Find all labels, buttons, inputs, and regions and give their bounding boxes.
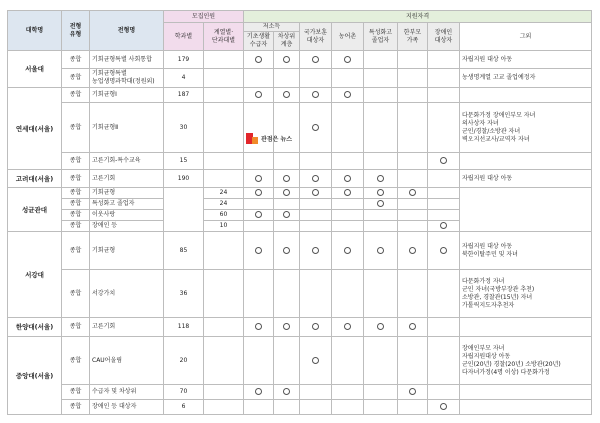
admission-type: 종합 [62, 337, 90, 385]
qualification-cell [244, 103, 274, 153]
qualification-cell [428, 153, 460, 170]
qualification-cell [428, 270, 460, 318]
qualification-cell [274, 103, 300, 153]
quota-total: 187 [164, 88, 204, 103]
qualification-cell [244, 232, 274, 270]
qualification-cell [364, 337, 398, 385]
qualification-cell [300, 103, 332, 153]
table-row [8, 337, 592, 385]
university-name: 중앙대(서울) [8, 337, 62, 415]
admission-type: 종합 [62, 318, 90, 337]
circle-mark-icon [283, 247, 290, 254]
university-name: 서울대 [8, 51, 62, 88]
circle-mark-icon [377, 323, 384, 330]
qualification-cell [398, 51, 428, 69]
qualification-cell [364, 103, 398, 153]
qualification-cell [332, 170, 364, 188]
quota-total: 6 [164, 400, 204, 415]
qualification-cell [332, 188, 364, 199]
circle-mark-icon [377, 247, 384, 254]
qualification-cell [300, 337, 332, 385]
qualification-cell [332, 103, 364, 153]
qualification-cell [428, 88, 460, 103]
quota-major [204, 88, 244, 103]
qualification-cell [300, 88, 332, 103]
admission-table [7, 10, 592, 415]
circle-mark-icon [283, 56, 290, 63]
admission-type: 종합 [62, 210, 90, 221]
qualification-cell [428, 170, 460, 188]
admission-type: 종합 [62, 221, 90, 232]
qualification-cell [428, 210, 460, 221]
qualification-cell [300, 188, 332, 199]
watermark-text: 관점은 뉴스 [261, 136, 293, 143]
qualification-cell [274, 153, 300, 170]
table-row [8, 88, 592, 103]
circle-mark-icon [312, 56, 319, 63]
qualification-cell [332, 337, 364, 385]
circle-mark-icon [344, 247, 351, 254]
table-row [8, 103, 592, 153]
circle-mark-icon [440, 222, 447, 229]
qualification-cell [398, 270, 428, 318]
admission-name: 고른기회-특수교육 [90, 153, 164, 170]
circle-mark-icon [283, 211, 290, 218]
qualification-cell [300, 170, 332, 188]
admission-name: 서강가치 [90, 270, 164, 318]
qualification-cell [244, 69, 274, 88]
logo-icon [246, 133, 258, 144]
qualification-cell [398, 199, 428, 210]
qualification-cell [364, 188, 398, 199]
admission-name: 기회균형Ⅰ [90, 88, 164, 103]
qualification-cell [274, 188, 300, 199]
qualification-cell [332, 232, 364, 270]
circle-mark-icon [377, 200, 384, 207]
qualification-cell [364, 232, 398, 270]
qualification-cell [300, 153, 332, 170]
qualification-cell [398, 210, 428, 221]
qualification-cell [300, 318, 332, 337]
admission-type: 종합 [62, 199, 90, 210]
qualification-cell [300, 199, 332, 210]
header-admission: 전형명 [90, 11, 164, 51]
qualification-cell [300, 385, 332, 400]
header-rural: 농어촌 [332, 23, 364, 51]
circle-mark-icon [312, 357, 319, 364]
header-university: 대학명 [8, 11, 62, 51]
admission-type: 종합 [62, 188, 90, 199]
qualification-cell [274, 199, 300, 210]
admission-name: CAU어울림 [90, 337, 164, 385]
admission-type: 종합 [62, 153, 90, 170]
qualification-cell [364, 51, 398, 69]
qualification-cell [332, 318, 364, 337]
header-single-parent: 한부모 가족 [398, 23, 428, 51]
qualification-cell [364, 170, 398, 188]
qualification-cell [364, 88, 398, 103]
qualification-cell [398, 188, 428, 199]
circle-mark-icon [283, 175, 290, 182]
qualification-cell [364, 385, 398, 400]
qualification-cell [398, 221, 428, 232]
qualification-cell [244, 221, 274, 232]
quota-major [204, 153, 244, 170]
qualification-cell [244, 188, 274, 199]
qualification-cell [244, 210, 274, 221]
qualification-cell [428, 385, 460, 400]
table-row [8, 400, 592, 415]
admission-name: 특성화고 졸업자 [90, 199, 164, 210]
qualification-cell [332, 270, 364, 318]
quota-major [204, 170, 244, 188]
other-qualification [460, 153, 592, 170]
admission-name: 기회균형 [90, 188, 164, 199]
qualification-cell [332, 385, 364, 400]
table-row [8, 69, 592, 88]
qualification-cell [398, 69, 428, 88]
header-qualification: 지원자격 [244, 11, 592, 23]
qualification-cell [244, 337, 274, 385]
quota-total: 20 [164, 337, 204, 385]
admission-type: 종합 [62, 232, 90, 270]
qualification-cell [274, 51, 300, 69]
quota-major: 24 [204, 199, 244, 210]
qualification-cell [300, 221, 332, 232]
qualification-cell [398, 103, 428, 153]
qualification-cell [300, 400, 332, 415]
qualification-cell [244, 199, 274, 210]
circle-mark-icon [255, 388, 262, 395]
qualification-cell [300, 69, 332, 88]
qualification-cell [364, 69, 398, 88]
header-quota-major: 계열별· 단과대별 [204, 23, 244, 51]
circle-mark-icon [255, 211, 262, 218]
circle-mark-icon [409, 247, 416, 254]
qualification-cell [428, 400, 460, 415]
circle-mark-icon [344, 323, 351, 330]
other-qualification: 다문화가정 장애인부모 자녀 의사상자 자녀 군인/경찰/소방관 자녀 벽오지선교사/교역자 자녀 [460, 103, 592, 153]
other-qualification: 다문화가정 자녀 군인 자녀(국방부장관 추천) 소방관, 경찰관(15년) 자녀 가톨릭지도자추천자 [460, 270, 592, 318]
qualification-cell [364, 199, 398, 210]
qualification-cell [300, 210, 332, 221]
quota-major: 60 [204, 210, 244, 221]
qualification-cell [428, 221, 460, 232]
qualification-cell [428, 318, 460, 337]
qualification-cell [364, 210, 398, 221]
circle-mark-icon [283, 91, 290, 98]
other-qualification: 농생명계열 고교 졸업예정자 [460, 69, 592, 88]
circle-mark-icon [312, 175, 319, 182]
admission-name: 수급자 및 차상위 [90, 385, 164, 400]
qualification-cell [332, 210, 364, 221]
quota-major [204, 232, 244, 270]
admission-name: 이웃사랑 [90, 210, 164, 221]
header-low-income: 저소득 [244, 23, 300, 32]
qualification-cell [364, 270, 398, 318]
circle-mark-icon [344, 56, 351, 63]
qualification-cell [244, 385, 274, 400]
quota-major [204, 318, 244, 337]
circle-mark-icon [440, 157, 447, 164]
qualification-cell [398, 400, 428, 415]
qualification-cell [364, 153, 398, 170]
header-quota: 모집인원 [164, 11, 244, 23]
quota-total: 70 [164, 385, 204, 400]
table-row [8, 385, 592, 400]
admission-name: 기회균형Ⅱ [90, 103, 164, 153]
admission-name: 장애인 등 [90, 221, 164, 232]
circle-mark-icon [255, 323, 262, 330]
qualification-cell [398, 318, 428, 337]
header-veterans: 국가보훈 대상자 [300, 23, 332, 51]
qualification-cell [274, 221, 300, 232]
quota-major [204, 69, 244, 88]
watermark-logo [246, 133, 292, 144]
circle-mark-icon [344, 91, 351, 98]
qualification-cell [274, 170, 300, 188]
header-type: 전형 유형 [62, 11, 90, 51]
admission-type: 종합 [62, 88, 90, 103]
qualification-cell [274, 270, 300, 318]
table-row [8, 51, 592, 69]
other-qualification [460, 188, 592, 232]
quota-total: 36 [164, 270, 204, 318]
qualification-cell [428, 51, 460, 69]
header-disabled: 장애인 대상자 [428, 23, 460, 51]
qualification-cell [274, 232, 300, 270]
qualification-cell [332, 199, 364, 210]
qualification-cell [428, 103, 460, 153]
university-name: 한양대(서울) [8, 318, 62, 337]
qualification-cell [274, 400, 300, 415]
circle-mark-icon [377, 175, 384, 182]
circle-mark-icon [283, 323, 290, 330]
quota-total [164, 188, 204, 232]
admission-type: 종합 [62, 270, 90, 318]
header-other: 그외 [460, 23, 592, 51]
qualification-cell [332, 51, 364, 69]
university-name: 연세대(서울) [8, 88, 62, 170]
qualification-cell [428, 337, 460, 385]
other-qualification: 자립지원 대상 아동 [460, 51, 592, 69]
circle-mark-icon [312, 323, 319, 330]
quota-major [204, 337, 244, 385]
quota-major: 10 [204, 221, 244, 232]
circle-mark-icon [283, 388, 290, 395]
quota-major [204, 51, 244, 69]
circle-mark-icon [255, 189, 262, 196]
table-row [8, 232, 592, 270]
qualification-cell [398, 385, 428, 400]
quota-major [204, 385, 244, 400]
qualification-cell [428, 199, 460, 210]
qualification-cell [332, 221, 364, 232]
qualification-cell [332, 88, 364, 103]
other-qualification [460, 88, 592, 103]
qualification-cell [274, 69, 300, 88]
qualification-cell [274, 318, 300, 337]
circle-mark-icon [440, 247, 447, 254]
other-qualification: 장애인부모 자녀 자립지원대상 아동 군인(20년) 경찰(20년) 소방관(20년) 다자녀가정(4명 이상) 다문화가정 [460, 337, 592, 385]
quota-total: 179 [164, 51, 204, 69]
qualification-cell [274, 337, 300, 385]
quota-total: 30 [164, 103, 204, 153]
circle-mark-icon [409, 388, 416, 395]
quota-total: 15 [164, 153, 204, 170]
admission-type: 종합 [62, 170, 90, 188]
admission-type: 종합 [62, 385, 90, 400]
circle-mark-icon [312, 124, 319, 131]
qualification-cell [244, 153, 274, 170]
other-qualification [460, 385, 592, 400]
quota-total: 190 [164, 170, 204, 188]
qualification-cell [398, 88, 428, 103]
circle-mark-icon [312, 91, 319, 98]
other-qualification [460, 400, 592, 415]
qualification-cell [398, 153, 428, 170]
admission-type: 종합 [62, 400, 90, 415]
university-name: 고려대(서울) [8, 170, 62, 188]
university-name: 성균관대 [8, 188, 62, 232]
table-row [8, 318, 592, 337]
quota-major [204, 103, 244, 153]
circle-mark-icon [255, 91, 262, 98]
quota-total: 85 [164, 232, 204, 270]
admission-name: 기회균형 [90, 232, 164, 270]
circle-mark-icon [312, 189, 319, 196]
qualification-cell [398, 170, 428, 188]
qualification-cell [274, 210, 300, 221]
admission-name: 기회균형특별 농업생명과학대(정원외) [90, 69, 164, 88]
qualification-cell [244, 88, 274, 103]
qualification-cell [428, 69, 460, 88]
quota-major [204, 270, 244, 318]
admission-name: 장애인 등 대상자 [90, 400, 164, 415]
qualification-cell [332, 153, 364, 170]
circle-mark-icon [312, 247, 319, 254]
university-name: 서강대 [8, 232, 62, 318]
qualification-cell [428, 188, 460, 199]
qualification-cell [332, 69, 364, 88]
admission-name: 기회균형특별 사회통합 [90, 51, 164, 69]
admission-type: 종합 [62, 51, 90, 69]
qualification-cell [364, 400, 398, 415]
qualification-cell [244, 270, 274, 318]
qualification-cell [332, 400, 364, 415]
header-special-hs: 특성화고 졸업자 [364, 23, 398, 51]
qualification-cell [274, 385, 300, 400]
circle-mark-icon [255, 247, 262, 254]
admission-type: 종합 [62, 69, 90, 88]
quota-total: 4 [164, 69, 204, 88]
circle-mark-icon [255, 56, 262, 63]
table-row [8, 153, 592, 170]
quota-major: 24 [204, 188, 244, 199]
other-qualification: 자립지원 대상 아동 북한이탈주민 및 자녀 [460, 232, 592, 270]
circle-mark-icon [440, 403, 447, 410]
other-qualification [460, 318, 592, 337]
qualification-cell [300, 232, 332, 270]
qualification-cell [244, 170, 274, 188]
qualification-cell [274, 88, 300, 103]
header-near-poverty: 차상위 계층 [274, 32, 300, 51]
table-row [8, 188, 592, 199]
qualification-cell [364, 221, 398, 232]
circle-mark-icon [344, 175, 351, 182]
qualification-cell [364, 318, 398, 337]
circle-mark-icon [283, 189, 290, 196]
circle-mark-icon [255, 175, 262, 182]
qualification-cell [244, 318, 274, 337]
qualification-cell [244, 51, 274, 69]
quota-total: 118 [164, 318, 204, 337]
admission-type: 종합 [62, 103, 90, 153]
qualification-cell [244, 400, 274, 415]
circle-mark-icon [344, 189, 351, 196]
admission-name: 고른기회 [90, 170, 164, 188]
circle-mark-icon [409, 189, 416, 196]
qualification-cell [398, 232, 428, 270]
header-basic-living: 기초생활 수급자 [244, 32, 274, 51]
circle-mark-icon [377, 189, 384, 196]
header-quota-total: 학과별 [164, 23, 204, 51]
admission-name: 고른기회 [90, 318, 164, 337]
other-qualification: 자립지원 대상 아동 [460, 170, 592, 188]
circle-mark-icon [409, 323, 416, 330]
qualification-cell [428, 232, 460, 270]
table-row [8, 270, 592, 318]
qualification-cell [398, 337, 428, 385]
qualification-cell [300, 270, 332, 318]
qualification-cell [300, 51, 332, 69]
table-row [8, 170, 592, 188]
quota-major [204, 400, 244, 415]
